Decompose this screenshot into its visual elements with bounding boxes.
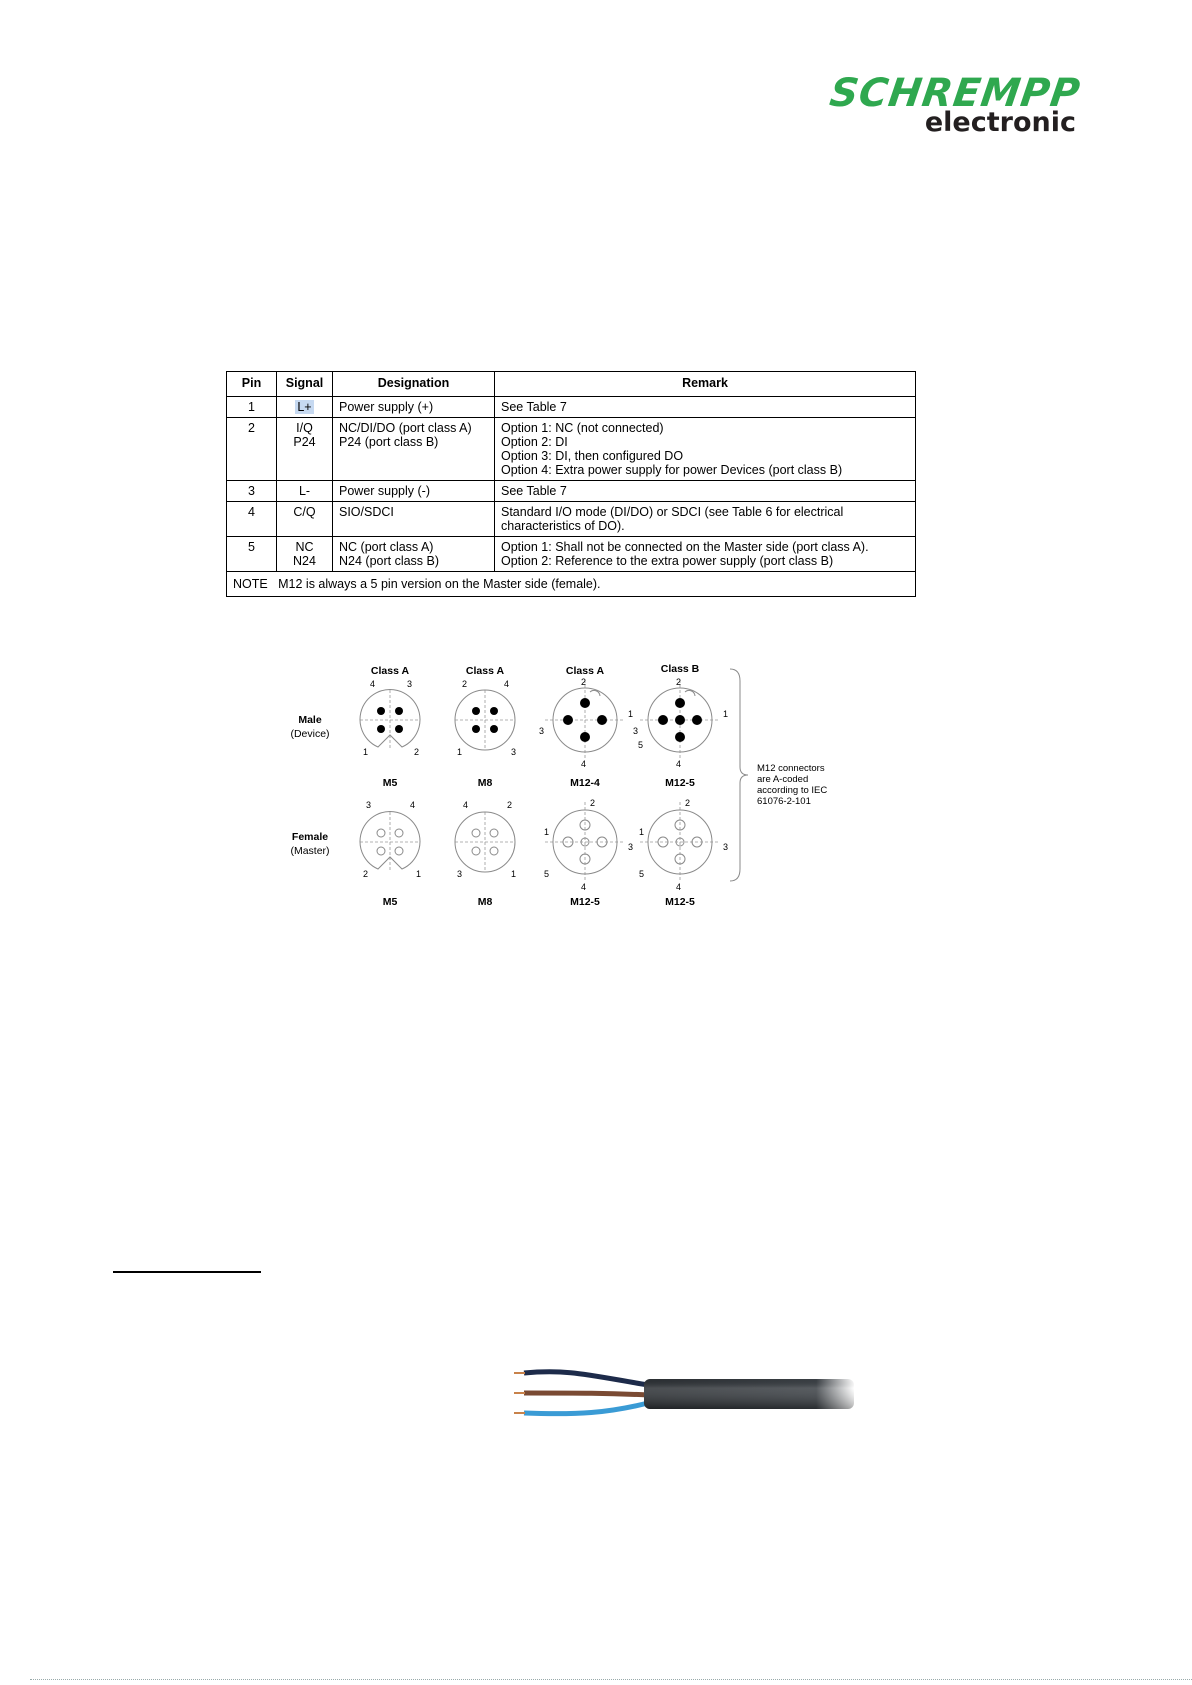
page-footer-line (30, 1679, 1192, 1680)
connector-name: M12-5 (570, 896, 600, 908)
remark-cell: See Table 7 (495, 397, 916, 418)
signal-line: N24 (293, 554, 316, 568)
class-label: Class A (370, 665, 410, 677)
pin-label: 5 (639, 869, 645, 879)
pin-label: 3 (539, 726, 545, 736)
pin-cell: 5 (227, 537, 277, 572)
signal-cell: L- (277, 481, 333, 502)
designation-line: N24 (port class B) (339, 554, 440, 568)
remark-line: Option 3: DI, then configured DO (501, 449, 684, 463)
pin-cell: 2 (227, 418, 277, 481)
pin-label: 1 (628, 709, 634, 719)
signal-cell (277, 537, 333, 572)
connector-name: M5 (382, 777, 398, 789)
remark-line: Option 2: DI (501, 435, 568, 449)
pin-label: 5 (544, 869, 550, 879)
pin-cell: 3 (227, 481, 277, 502)
note-line: M12 connectors (757, 763, 825, 774)
remark-line: Option 2: Reference to the extra power supply (port class B) (501, 554, 834, 568)
logo-subtitle: electronic (924, 107, 1076, 138)
female-master-label (280, 830, 340, 858)
designation-line: P24 (port class B) (339, 435, 439, 449)
class-label: Class B (660, 663, 700, 675)
company-logo (826, 71, 1084, 138)
signal-line: I/Q (296, 421, 313, 435)
designation-cell: Power supply (-) (333, 481, 495, 502)
signal-line: P24 (293, 435, 316, 449)
pin-label: 3 (628, 842, 634, 852)
pin-label: 1 (416, 869, 422, 879)
designation-cell (333, 418, 495, 481)
logo-wordmark: SCHREMPP (826, 71, 1084, 116)
male-label: Male (298, 714, 322, 726)
pin-label: 3 (511, 747, 517, 757)
note-line: are A-coded (757, 774, 809, 785)
signal-cell: C/Q (277, 502, 333, 537)
pin-label: 3 (457, 869, 463, 879)
pin-label: 2 (676, 677, 682, 687)
pin-label: 4 (676, 882, 682, 892)
male-sublabel: (Device) (290, 728, 330, 740)
designation-line: NC/DI/DO (port class A) (339, 421, 472, 435)
connector-name: M12-4 (570, 777, 600, 789)
connector-name: M12-5 (665, 777, 695, 789)
pin-label: 4 (410, 800, 416, 810)
remark-cell (495, 502, 916, 537)
pin-label: 4 (504, 679, 510, 689)
header-signal: Signal (277, 372, 333, 397)
pin-label: 4 (581, 759, 587, 769)
table-note: NOTE M12 is always a 5 pin version on the Master side (female). (227, 572, 916, 597)
remark-line: Standard I/O mode (DI/DO) or SDCI (see Table 6 for electrical (501, 505, 844, 519)
connector-name: M8 (477, 777, 493, 789)
remark-cell (495, 537, 916, 572)
brown-wire (524, 1393, 648, 1395)
remark-line: characteristics of DO). (501, 519, 625, 533)
pin-label: 4 (581, 882, 587, 892)
table-row (227, 537, 916, 572)
signal-highlight: L+ (297, 400, 312, 414)
pin-label: 1 (511, 869, 517, 879)
remark-line: Option 1: Shall not be connected on the Master side (port class A). (501, 540, 869, 554)
pin-label: 2 (685, 798, 691, 808)
blue-wire (524, 1403, 648, 1414)
class-label: Class A (565, 665, 605, 677)
pin-label: 2 (462, 679, 468, 689)
designation-cell: SIO/SDCI (333, 502, 495, 537)
remark-line: Option 1: NC (not connected) (501, 421, 664, 435)
connector-pinout-diagram (290, 655, 870, 915)
header-remark: Remark (495, 372, 916, 397)
designation-line: NC (port class A) (339, 540, 434, 554)
pin-label: 3 (407, 679, 413, 689)
female-sublabel: (Master) (290, 845, 330, 857)
black-wire (524, 1372, 648, 1385)
table-row (227, 481, 916, 502)
note-line: 61076-2-101 (757, 796, 811, 807)
copper-ends (514, 1373, 525, 1413)
designation-cell (333, 537, 495, 572)
pin-label: 2 (581, 677, 587, 687)
pin-label: 1 (363, 747, 369, 757)
pin-label: 2 (507, 800, 513, 810)
pin-label: 2 (363, 869, 369, 879)
note-line: according to IEC (757, 785, 828, 796)
pin-label: 3 (366, 800, 372, 810)
signal-cell (277, 418, 333, 481)
pin-label: 4 (370, 679, 376, 689)
pin-label: 1 (457, 747, 463, 757)
connector-name: M8 (477, 896, 493, 908)
pin-cell: 1 (227, 397, 277, 418)
connector-name: M12-5 (665, 896, 695, 908)
pin-cell: 4 (227, 502, 277, 537)
remark-cell: See Table 7 (495, 481, 916, 502)
pin-label: 4 (676, 759, 682, 769)
pin-label: 1 (723, 709, 729, 719)
connector-name: M5 (382, 896, 398, 908)
m12-coding-note (757, 763, 847, 807)
header-designation: Designation (333, 372, 495, 397)
male-device-label (280, 713, 340, 741)
header-pin: Pin (227, 372, 277, 397)
signal-line: NC (295, 540, 314, 554)
table-note-row (227, 572, 916, 597)
table-header-row (227, 372, 916, 397)
section-underline (113, 1271, 261, 1273)
pin-label: 1 (639, 827, 645, 837)
remark-line: Option 4: Extra power supply for power Devices (port class B) (501, 463, 843, 477)
signal-cell (277, 397, 333, 418)
table-row (227, 397, 916, 418)
class-label: Class A (465, 665, 505, 677)
pin-label: 2 (590, 798, 596, 808)
pin-label: 4 (463, 800, 469, 810)
table-row (227, 418, 916, 481)
pin-label: 2 (414, 747, 420, 757)
cable-image (508, 1365, 858, 1425)
designation-cell: Power supply (+) (333, 397, 495, 418)
pin-label: 3 (723, 842, 729, 852)
pin-assignment-table (226, 371, 916, 597)
table-row (227, 502, 916, 537)
female-label: Female (291, 831, 329, 843)
pin-label: 1 (544, 827, 550, 837)
pin-label: 3 (633, 726, 639, 736)
pin-label: 5 (638, 740, 644, 750)
remark-cell (495, 418, 916, 481)
